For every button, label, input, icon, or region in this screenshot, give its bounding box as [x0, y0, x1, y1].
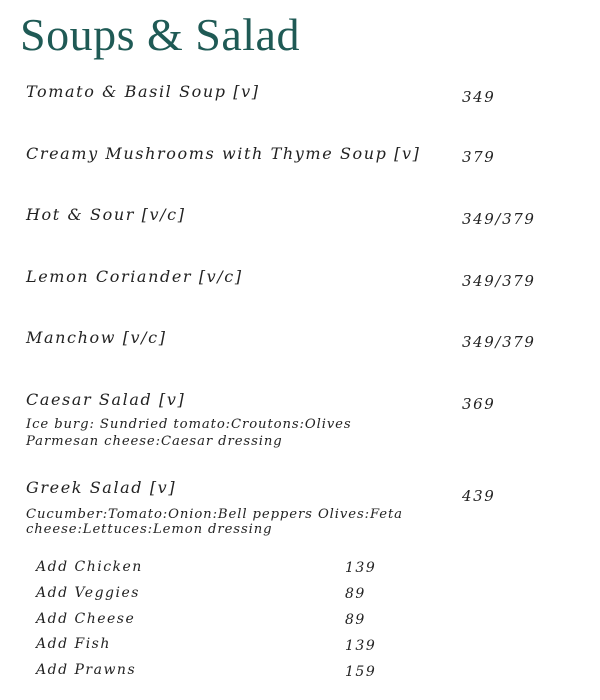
menu-item-price: 439 [462, 487, 496, 505]
menu-item-price: 349/379 [462, 210, 536, 228]
addon-name: Add Veggies [36, 585, 140, 601]
menu-item-price: 349 [462, 88, 496, 106]
addon-name: Add Chicken [36, 559, 143, 575]
menu-item-price: 349/379 [462, 333, 536, 351]
section-title: Soups & Salad [20, 9, 300, 60]
menu-item-price: 379 [462, 148, 496, 166]
menu-item-description: Ice burg: Sundried tomato:Croutons:Olives [26, 417, 352, 432]
addon-name: Add Prawns [36, 662, 137, 678]
menu-item-price: 349/379 [462, 272, 536, 290]
addon-name: Add Cheese [36, 611, 136, 627]
menu-item-description: Parmesan cheese:Caesar dressing [26, 434, 283, 449]
addon-price: 159 [345, 664, 377, 680]
addon-price: 89 [345, 586, 366, 602]
menu-item-description: Cucumber:Tomato:Onion:Bell peppers Olives:Feta [26, 507, 403, 522]
menu-item-name: Tomato & Basil Soup [v] [26, 82, 260, 101]
menu-item-name: Caesar Salad [v] [26, 390, 186, 409]
addon-price: 89 [345, 612, 366, 628]
menu-item-name: Hot & Sour [v/c] [26, 205, 186, 224]
addon-name: Add Fish [36, 636, 111, 652]
menu-item-price: 369 [462, 395, 496, 413]
menu-item-name: Lemon Coriander [v/c] [26, 267, 243, 286]
addon-price: 139 [345, 638, 377, 654]
addon-price: 139 [345, 560, 377, 576]
menu-item-name: Greek Salad [v] [26, 478, 177, 497]
menu-item-name: Manchow [v/c] [26, 328, 167, 347]
menu-item-name: Creamy Mushrooms with Thyme Soup [v] [26, 144, 421, 163]
menu-item-description: cheese:Lettuces:Lemon dressing [26, 522, 273, 537]
